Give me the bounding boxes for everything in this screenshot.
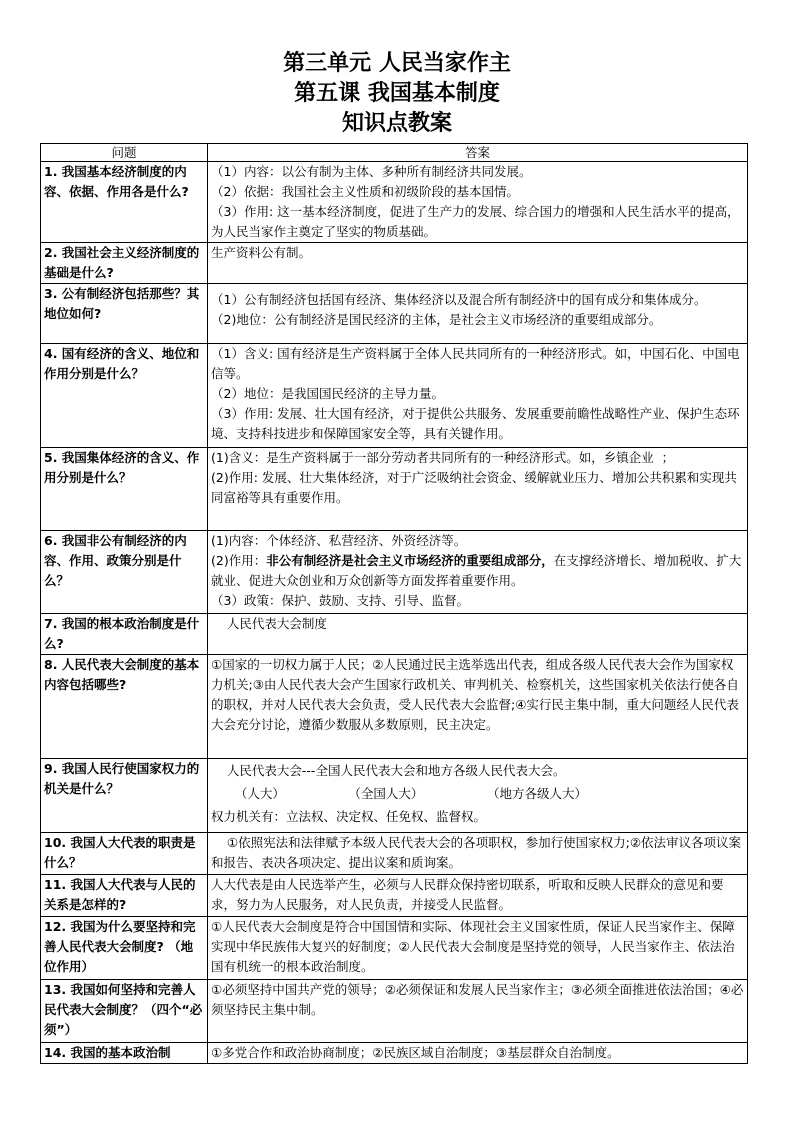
answer-line: （人大） （全国人大） （地方各级人大） — [211, 786, 587, 801]
answer-cell — [208, 284, 748, 344]
question-cell: 11. 我国人大代表与人民的关系是怎样的? — [41, 875, 208, 917]
answer-cell — [208, 448, 748, 531]
table-row — [41, 344, 748, 448]
table-row — [41, 759, 748, 833]
answer-cell — [208, 1043, 748, 1064]
unit-title: 第三单元 人民当家作主 — [283, 50, 511, 76]
answer-cell — [208, 243, 748, 284]
question-cell: 6. 我国非公有制经济的内容、作用、政策分别是什么？ — [41, 531, 208, 614]
emphasis-text: 非公有制经济是社会主义市场经济的重要组成部分， — [266, 553, 554, 568]
answer-line: （2）依据：我国社会主义性质和初级阶段的基本国情。 — [211, 184, 519, 199]
answer-line: （1）内容：以公有制为主体、多种所有制经济共同发展。 — [211, 164, 532, 179]
question-cell: 12. 我国为什么要坚持和完善人民代表大会制度? （地位作用） — [41, 917, 208, 980]
answer-line: 人大代表是由人民选举产生，必须与人民群众保持密切联系，听取和反映人民群众的意见和要求，努力为人民服务，对人民负责，并接受人民监督。 — [211, 877, 724, 912]
question-cell: 7. 我国的根本政治制度是什么? — [41, 614, 208, 655]
question-cell: 10. 我国人大代表的职责是什么？ — [41, 833, 208, 875]
table-row — [41, 448, 748, 531]
answer-line: (2)作用: 发展、壮大集体经济，对于广泛吸纳社会资金、缓解就业压力、增加公共积累和实现共同富裕等具有重要作用。 — [211, 470, 737, 505]
answer-cell — [208, 759, 748, 833]
answer-line: (1)含义：是生产资料属于一部分劳动者共同所有的一种经济形式。如，乡镇企业 ； — [211, 450, 675, 465]
table-row — [41, 917, 748, 980]
question-cell: 2. 我国社会主义经济制度的基础是什么? — [41, 243, 208, 284]
question-cell: 5. 我国集体经济的含义、作用分别是什么？ — [41, 448, 208, 531]
answer-line: ①多党合作和政治协商制度；②民族区域自治制度；③基层群众自治制度。 — [211, 1045, 620, 1060]
answer-cell — [208, 875, 748, 917]
table-row — [41, 655, 748, 759]
answer-line: （3）作用: 发展、壮大国有经济，对于提供公共服务、发展重要前瞻性战略性产业、保护生态环境、支持科技进步和保障国家安全等，具有关键作用。 — [211, 406, 740, 441]
answer-cell — [208, 655, 748, 759]
table-row — [41, 1043, 748, 1064]
answer-line: （3）政策：保护、鼓励、支持、引导、监督。 — [211, 593, 469, 608]
table-row — [41, 875, 748, 917]
table-header-row — [41, 144, 748, 162]
answer-line: ①人民代表大会制度是符合中国国情和实际、体现社会主义国家性质，保证人民当家作主、保障实现中华民族伟大复兴的好制度；②人民代表大会制度是坚持党的领导，人民当家作主、依法治国有机统一的根本政治制度。 — [211, 919, 735, 974]
table-row — [41, 243, 748, 284]
answer-line: ①必须坚持中国共产党的领导；②必须保证和发展人民当家作主；③必须全面推进依法治国；④必须坚持民主集中制。 — [211, 982, 744, 1017]
answer-cell — [208, 833, 748, 875]
question-cell: 14. 我国的基本政治制 — [41, 1043, 208, 1064]
question-cell: 9. 我国人民行使国家权力的机关是什么？ — [41, 759, 208, 833]
answer-line: （1）公有制经济包括国有经济、集体经济以及混合所有制经济中的国有成分和集体成分。 — [211, 292, 707, 307]
table-row — [41, 284, 748, 344]
question-column-header: 问题 — [41, 144, 208, 162]
answer-line: （2）地位：是我国国民经济的主导力量。 — [211, 386, 444, 401]
answer-line: ①国家的一切权力属于人民；②人民通过民主选举选出代表，组成各级人民代表大会作为国家权力机关;③由人民代表大会产生国家行政机关、审判机关、检察机关，这些国家机关依法行使各自的职权，并对人民代表大会负责，受人民代表大会监督;④实行民主集中制，重大问题经人民代表大会充分讨论，遵循少数服从多数原则，民主决定。 — [211, 657, 739, 732]
answer-cell — [208, 980, 748, 1043]
question-cell: 1. 我国基本经济制度的内容、依据、作用各是什么? — [41, 162, 208, 243]
answer-line: (1)内容：个体经济、私营经济、外资经济等。 — [211, 533, 467, 548]
table-row — [41, 531, 748, 614]
answer-line: (2)作用：非公有制经济是社会主义市场经济的重要组成部分，在支撑经济增长、增加税收、扩大就业、促进大众创业和万众创新等方面发挥着重要作用。 — [211, 553, 742, 588]
answer-line: 人民代表大会---全国人民代表大会和地方各级人民代表大会。 — [211, 763, 566, 778]
answer-column-header: 答案 — [208, 144, 748, 162]
title-block — [0, 48, 794, 138]
question-cell: 8. 人民代表大会制度的基本内容包括哪些? — [41, 655, 208, 759]
table-row — [41, 614, 748, 655]
answer-cell — [208, 344, 748, 448]
answer-cell — [208, 614, 748, 655]
answer-line: （3）作用: 这一基本经济制度，促进了生产力的发展、综合国力的增强和人民生活水平的提高，为人民当家作主奠定了坚实的物质基础。 — [211, 204, 740, 239]
question-cell: 3. 公有制经济包括那些？其地位如何? — [41, 284, 208, 344]
answer-cell — [208, 917, 748, 980]
question-cell: 13. 我国如何坚持和完善人民代表大会制度？（四个“必须”） — [41, 980, 208, 1043]
lesson-title: 第五课 我国基本制度 — [294, 80, 500, 106]
answer-line: ①依照宪法和法律赋予本级人民代表大会的各项职权，参加行使国家权力;②依法审议各项议案和报告、表决各项决定、提出议案和质询案。 — [211, 835, 742, 870]
table-row — [41, 162, 748, 243]
answer-line: 生产资料公有制。 — [211, 245, 312, 260]
table-row — [41, 833, 748, 875]
answer-line: （2)地位：公有制经济是国民经济的主体，是社会主义市场经济的重要组成部分。 — [211, 312, 662, 327]
question-cell: 4. 国有经济的含义、地位和作用分别是什么？ — [41, 344, 208, 448]
answer-cell — [208, 162, 748, 243]
table-row — [41, 980, 748, 1043]
answer-line: 权力机关有：立法权、决定权、任免权、监督权。 — [211, 809, 487, 824]
document-subtitle: 知识点教案 — [341, 110, 452, 136]
answer-line: 人民代表大会制度 — [211, 616, 327, 631]
qa-table — [40, 143, 748, 1064]
answer-line: （1）含义: 国有经济是生产资料属于全体人民共同所有的一种经济形式。如，中国石化、中国电信等。 — [211, 346, 740, 381]
answer-cell — [208, 531, 748, 614]
